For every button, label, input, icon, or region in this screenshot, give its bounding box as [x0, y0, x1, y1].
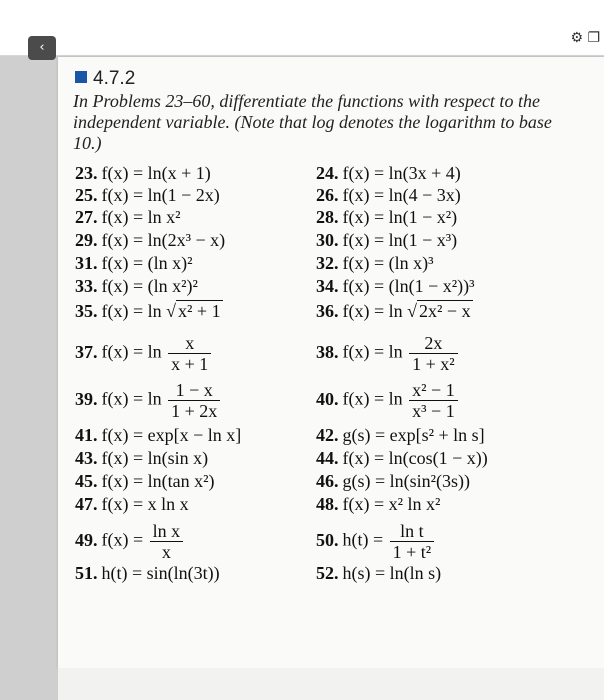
problem-number: 41.	[75, 425, 98, 445]
problem-number: 30.	[316, 230, 339, 250]
problem-number: 23.	[75, 163, 98, 183]
problem-expression-prefix: f(x) = ln	[101, 388, 167, 409]
section-heading	[75, 68, 135, 90]
fraction	[150, 521, 184, 562]
problem-item	[316, 380, 460, 421]
problem-item	[316, 276, 475, 297]
section-number: 4.7.2	[93, 68, 136, 89]
problem-item	[316, 163, 461, 184]
problem-item	[75, 380, 222, 421]
denominator: 1 + t²	[392, 542, 432, 562]
denominator: 1 + 2x	[171, 401, 218, 421]
problem-number: 49.	[75, 529, 98, 550]
problem-number: 46.	[316, 471, 339, 491]
problem-expression: h(s) = ln(ln s)	[342, 563, 442, 583]
problem-item	[316, 185, 461, 206]
radicand: x² + 1	[178, 301, 221, 321]
problem-expression: f(x) = x² ln x²	[342, 494, 441, 514]
sqrt-sign: √	[166, 301, 177, 321]
problem-expression: f(x) = (ln x)²	[101, 253, 193, 273]
problem-item	[75, 163, 211, 184]
problem-expression: f(x) = (ln x²)²	[101, 276, 198, 296]
fraction	[390, 521, 435, 562]
problem-number: 40.	[316, 388, 339, 409]
problem-item	[316, 333, 460, 374]
problem-item	[75, 471, 215, 492]
problem-number: 36.	[316, 301, 339, 321]
problem-item	[75, 230, 225, 251]
problem-item	[316, 253, 434, 274]
problem-number: 42.	[316, 425, 339, 445]
problem-number: 34.	[316, 276, 339, 296]
fraction	[168, 380, 220, 421]
problem-expression: f(x) = exp[x − ln x]	[101, 425, 242, 445]
problem-item	[316, 207, 457, 228]
problem-number: 28.	[316, 207, 339, 227]
denominator: x + 1	[171, 354, 209, 374]
problem-expression: f(x) = x ln x	[101, 494, 189, 514]
problem-item	[75, 425, 241, 446]
problem-item	[316, 563, 441, 584]
problem-item	[75, 563, 220, 584]
problem-item	[75, 494, 189, 515]
problem-number: 51.	[75, 563, 98, 583]
problem-item	[75, 207, 181, 228]
numerator: ln t	[390, 521, 435, 542]
page-bottom	[58, 668, 604, 700]
toolbar-icons[interactable]: ⚙ ❐	[570, 30, 600, 46]
problem-number: 29.	[75, 230, 98, 250]
problem-number: 50.	[316, 529, 339, 550]
denominator: 1 + x²	[412, 354, 455, 374]
radicand: 2x² − x	[419, 301, 471, 321]
problem-item	[75, 253, 193, 274]
problem-number: 43.	[75, 448, 98, 468]
problem-item	[316, 301, 473, 322]
problem-number: 47.	[75, 494, 98, 514]
problem-number: 45.	[75, 471, 98, 491]
problem-item	[316, 448, 488, 469]
problem-expression-prefix: f(x) = ln	[342, 341, 408, 362]
problem-number: 33.	[75, 276, 98, 296]
problem-item	[75, 448, 208, 469]
problem-expression-prefix: f(x) =	[101, 529, 148, 550]
denominator: x	[161, 542, 171, 562]
problem-item	[316, 494, 440, 515]
problem-number: 26.	[316, 185, 339, 205]
problem-number: 52.	[316, 563, 339, 583]
problem-expression: f(x) = ln(sin x)	[101, 448, 209, 468]
problem-number: 27.	[75, 207, 98, 227]
numerator: x² − 1	[409, 380, 458, 401]
problem-expression: f(x) = (ln(1 − x²))³	[342, 276, 475, 296]
problem-number: 25.	[75, 185, 98, 205]
problem-number: 39.	[75, 388, 98, 409]
problem-number: 32.	[316, 253, 339, 273]
problem-expression: g(s) = exp[s² + ln s]	[342, 425, 485, 445]
back-button[interactable]	[28, 36, 56, 60]
numerator: x	[168, 333, 211, 354]
problem-item	[75, 521, 185, 562]
problem-item	[75, 301, 223, 322]
viewer-toolbar	[0, 0, 604, 56]
fraction	[409, 333, 458, 374]
problem-number: 48.	[316, 494, 339, 514]
problem-item	[75, 276, 198, 297]
problem-expression: f(x) = ln(cos(1 − x))	[342, 448, 488, 468]
problem-expression: f(x) = ln(1 − x²)	[342, 207, 458, 227]
numerator: 2x	[409, 333, 458, 354]
chevron-left-icon: ‹	[39, 40, 45, 55]
problem-expression: f(x) = ln(2x³ − x)	[101, 230, 226, 250]
problem-expression: f(x) = (ln x)³	[342, 253, 434, 273]
textbook-page	[58, 57, 604, 668]
problem-number: 31.	[75, 253, 98, 273]
problem-item	[316, 521, 436, 562]
problem-expression-prefix: f(x) = ln	[101, 341, 167, 362]
numerator: ln x	[150, 521, 184, 542]
problem-expression: g(s) = ln(sin²(3s))	[342, 471, 471, 491]
problem-expression: f(x) = ln(4 − 3x)	[342, 185, 461, 205]
problem-expression-prefix: h(t) =	[342, 529, 388, 550]
problem-expression-prefix: f(x) = ln	[342, 301, 408, 321]
sqrt-sign: √	[407, 301, 418, 321]
fraction	[168, 333, 211, 374]
problem-expression: f(x) = ln(x + 1)	[101, 163, 211, 183]
problem-expression: f(x) = ln(1 − x³)	[342, 230, 458, 250]
problem-number: 38.	[316, 341, 339, 362]
problem-item	[316, 230, 457, 251]
problem-expression: f(x) = ln x²	[101, 207, 181, 227]
problem-number: 44.	[316, 448, 339, 468]
section-marker-icon	[75, 71, 87, 83]
problem-expression: f(x) = ln(3x + 4)	[342, 163, 461, 183]
problem-item	[75, 185, 220, 206]
numerator: 1 − x	[168, 380, 220, 401]
problem-number: 37.	[75, 341, 98, 362]
problem-expression: f(x) = ln(1 − 2x)	[101, 185, 220, 205]
problem-expression-prefix: f(x) = ln	[342, 388, 408, 409]
problem-instructions: In Problems 23–60, differentiate the functions with respect to the independent variable. (Note that log denotes the logarithm to base 10.)	[73, 91, 552, 153]
problem-item	[316, 471, 470, 492]
problem-item	[75, 333, 213, 374]
problem-number: 24.	[316, 163, 339, 183]
denominator: x³ − 1	[412, 401, 455, 421]
problem-expression: h(t) = sin(ln(3t))	[101, 563, 220, 583]
problem-expression-prefix: f(x) = ln	[101, 301, 167, 321]
problem-expression: f(x) = ln(tan x²)	[101, 471, 215, 491]
fraction	[409, 380, 458, 421]
problem-item	[316, 425, 485, 446]
problem-number: 35.	[75, 301, 98, 321]
